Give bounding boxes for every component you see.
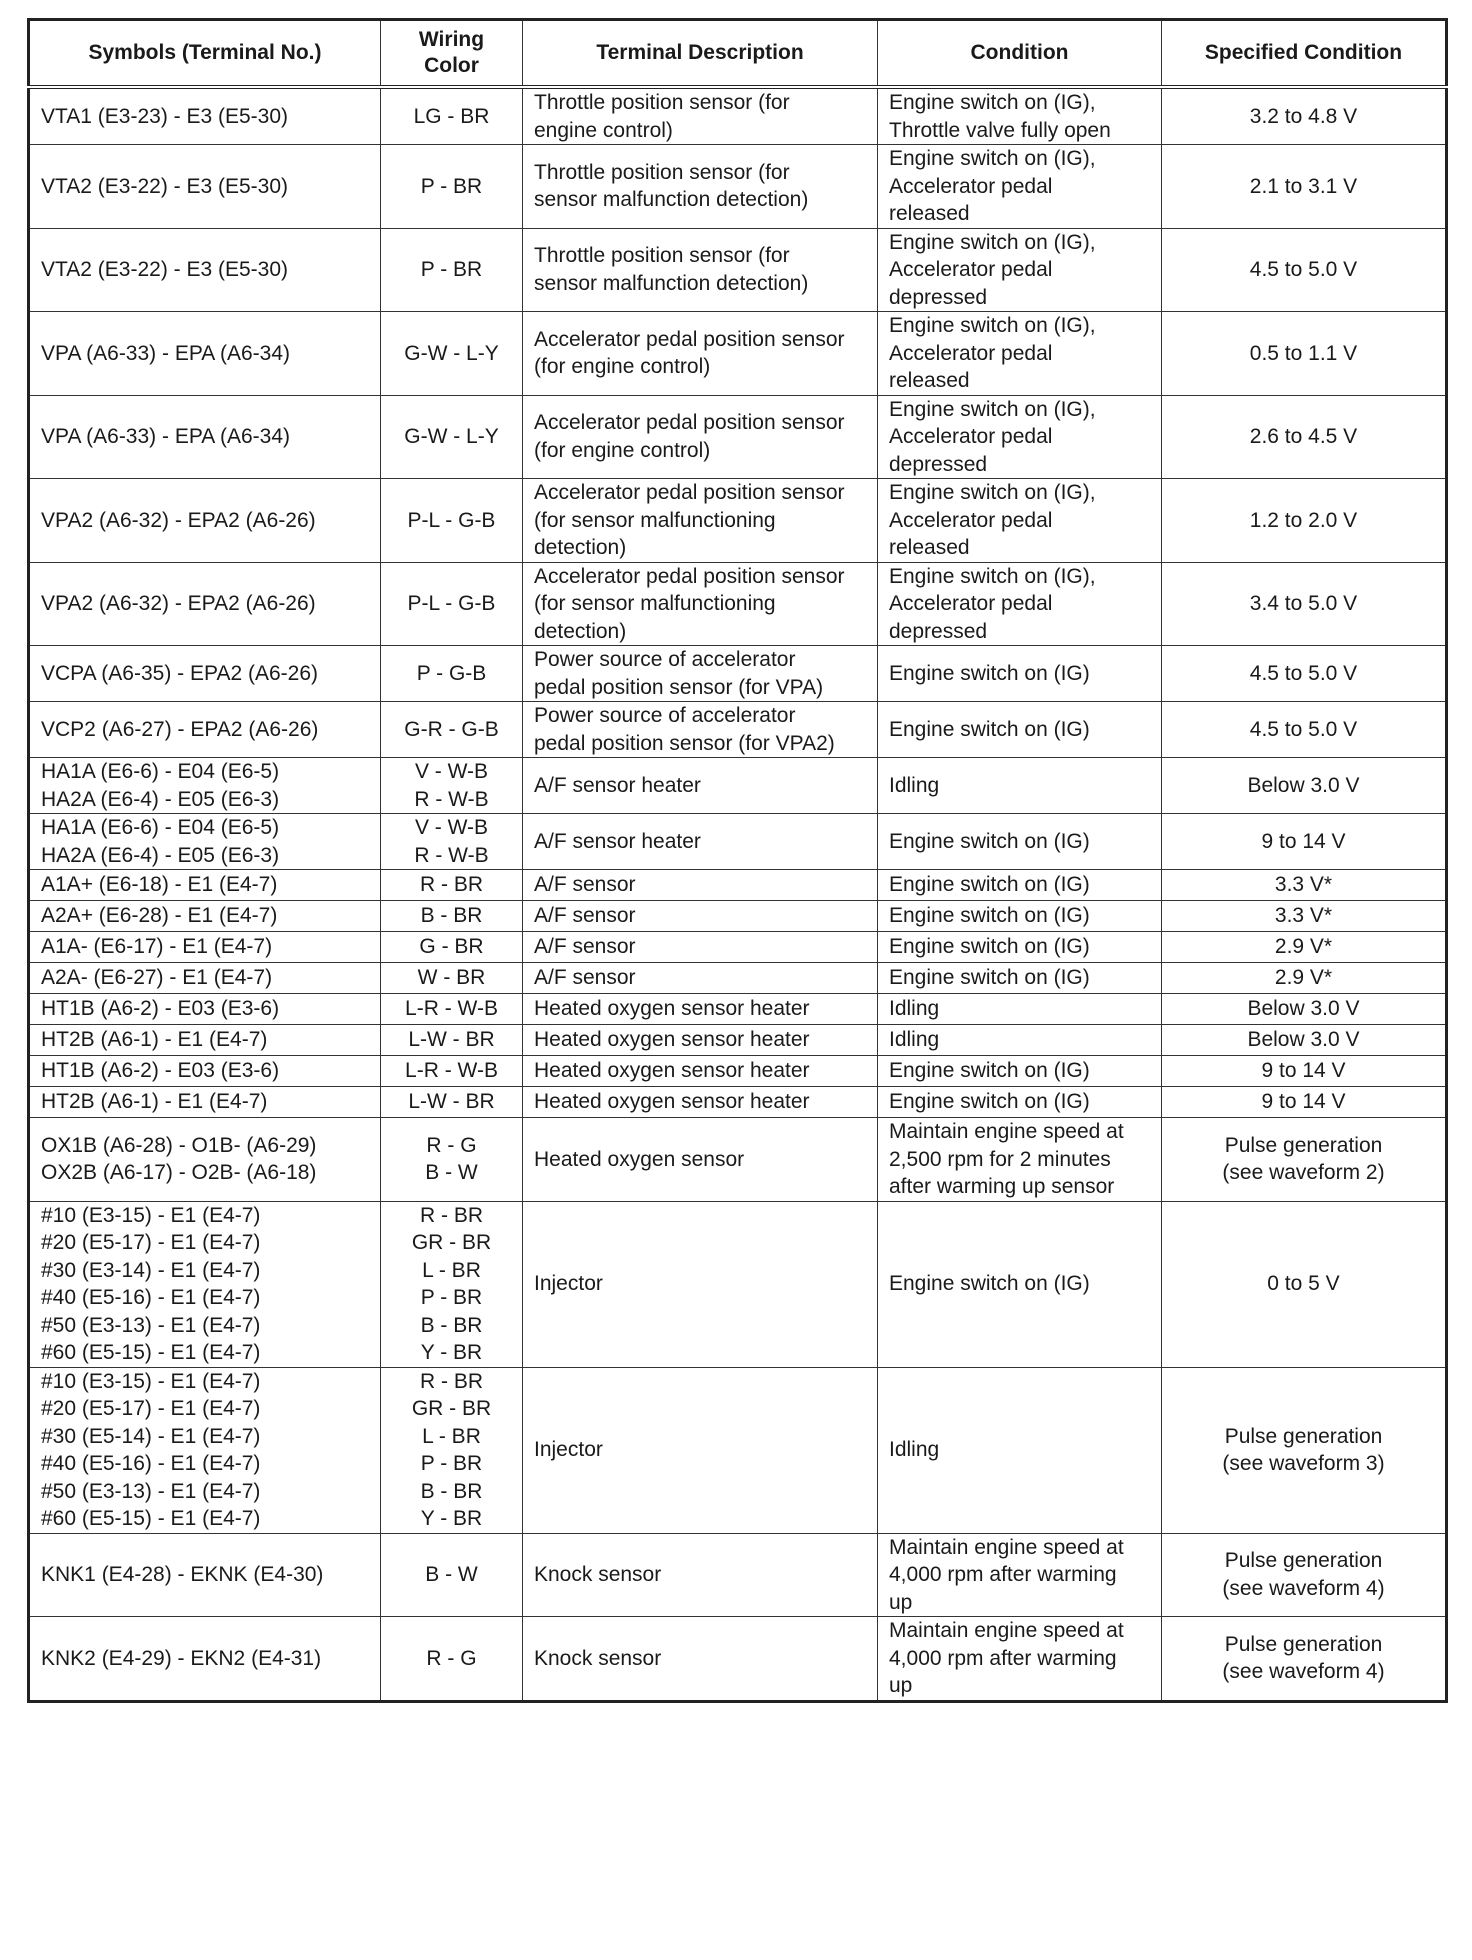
wiring-color-cell: G-W - L-Y [381, 395, 523, 479]
specified-condition-cell: 9 to 14 V [1162, 1056, 1447, 1087]
symbol-cell: HT1B (A6-2) - E03 (E3-6) [29, 994, 381, 1025]
wiring-color-cell: G-R - G-B [381, 702, 523, 758]
header-specified-condition: Specified Condition [1162, 20, 1447, 88]
condition-cell: Idling [878, 1367, 1162, 1533]
wiring-color-cell: V - W-B R - W-B [381, 814, 523, 870]
table-row [29, 1118, 1447, 1202]
condition-cell: Engine switch on (IG), Accelerator pedal released [878, 479, 1162, 563]
wiring-color-cell: P - BR [381, 228, 523, 312]
wiring-color-cell: L-W - BR [381, 1087, 523, 1118]
symbol-cell: VTA2 (E3-22) - E3 (E5-30) [29, 228, 381, 312]
terminal-description-cell: Injector [523, 1367, 878, 1533]
terminal-description-cell: Heated oxygen sensor heater [523, 1087, 878, 1118]
specified-condition-cell: 9 to 14 V [1162, 1087, 1447, 1118]
terminal-description-cell: Heated oxygen sensor heater [523, 1025, 878, 1056]
wiring-color-cell: L-R - W-B [381, 994, 523, 1025]
wiring-color-cell: R - G B - W [381, 1118, 523, 1202]
terminal-description-cell: Accelerator pedal position sensor (for engine control) [523, 312, 878, 396]
wiring-color-cell: R - BR GR - BR L - BR P - BR B - BR Y - BR [381, 1201, 523, 1367]
table-row [29, 702, 1447, 758]
symbol-cell: A1A- (E6-17) - E1 (E4-7) [29, 932, 381, 963]
condition-cell: Engine switch on (IG) [878, 1056, 1162, 1087]
terminal-description-cell: Throttle position sensor (for engine control) [523, 87, 878, 145]
symbol-cell: VTA1 (E3-23) - E3 (E5-30) [29, 87, 381, 145]
terminal-description-cell: A/F sensor heater [523, 814, 878, 870]
wiring-color-cell: P - BR [381, 145, 523, 229]
wiring-color-cell: G-W - L-Y [381, 312, 523, 396]
symbol-cell: A2A+ (E6-28) - E1 (E4-7) [29, 901, 381, 932]
wiring-color-cell: L-R - W-B [381, 1056, 523, 1087]
condition-cell: Maintain engine speed at 4,000 rpm after warming up [878, 1533, 1162, 1617]
header-condition: Condition [878, 20, 1162, 88]
specified-condition-cell: Below 3.0 V [1162, 994, 1447, 1025]
table-row [29, 758, 1447, 814]
header-symbols: Symbols (Terminal No.) [29, 20, 381, 88]
symbol-cell: HA1A (E6-6) - E04 (E6-5) HA2A (E6-4) - E05 (E6-3) [29, 814, 381, 870]
symbol-cell: OX1B (A6-28) - O1B- (A6-29) OX2B (A6-17) - O2B- (A6-18) [29, 1118, 381, 1202]
terminal-description-cell: Power source of accelerator pedal position sensor (for VPA) [523, 646, 878, 702]
terminal-description-cell: Accelerator pedal position sensor (for sensor malfunctioning detection) [523, 562, 878, 646]
specified-condition-cell: 3.4 to 5.0 V [1162, 562, 1447, 646]
specified-condition-cell: 2.9 V* [1162, 932, 1447, 963]
wiring-color-cell: L-W - BR [381, 1025, 523, 1056]
symbol-cell: KNK1 (E4-28) - EKNK (E4-30) [29, 1533, 381, 1617]
symbol-cell: VCP2 (A6-27) - EPA2 (A6-26) [29, 702, 381, 758]
symbol-cell: A1A+ (E6-18) - E1 (E4-7) [29, 870, 381, 901]
terminal-description-cell: Power source of accelerator pedal position sensor (for VPA2) [523, 702, 878, 758]
wiring-color-cell: V - W-B R - W-B [381, 758, 523, 814]
condition-cell: Engine switch on (IG) [878, 963, 1162, 994]
symbol-cell: VPA (A6-33) - EPA (A6-34) [29, 395, 381, 479]
table-row [29, 395, 1447, 479]
symbol-cell: #10 (E3-15) - E1 (E4-7) #20 (E5-17) - E1 (E4-7) #30 (E3-14) - E1 (E4-7) #40 (E5-16) - E1 (E4-7) #50 (E3-13) - E1 (E4-7) #60 (E5-15) - E1 (E4-7) [29, 1201, 381, 1367]
specified-condition-cell: 3.2 to 4.8 V [1162, 87, 1447, 145]
condition-cell: Engine switch on (IG), Accelerator pedal depressed [878, 228, 1162, 312]
header-wiring-color: Wiring Color [381, 20, 523, 88]
terminal-table [27, 18, 1448, 1703]
specified-condition-cell: 2.6 to 4.5 V [1162, 395, 1447, 479]
specified-condition-cell: Pulse generation (see waveform 3) [1162, 1367, 1447, 1533]
terminal-description-cell: Heated oxygen sensor [523, 1118, 878, 1202]
table-row [29, 479, 1447, 563]
terminal-description-cell: Accelerator pedal position sensor (for sensor malfunctioning detection) [523, 479, 878, 563]
symbol-cell: VPA2 (A6-32) - EPA2 (A6-26) [29, 562, 381, 646]
table-row [29, 1025, 1447, 1056]
terminal-description-cell: Injector [523, 1201, 878, 1367]
wiring-color-cell: P-L - G-B [381, 479, 523, 563]
terminal-description-cell: A/F sensor [523, 901, 878, 932]
specified-condition-cell: 4.5 to 5.0 V [1162, 702, 1447, 758]
table-row [29, 814, 1447, 870]
wiring-color-cell: R - BR GR - BR L - BR P - BR B - BR Y - BR [381, 1367, 523, 1533]
table-row [29, 312, 1447, 396]
terminal-description-cell: Throttle position sensor (for sensor malfunction detection) [523, 145, 878, 229]
condition-cell: Engine switch on (IG) [878, 702, 1162, 758]
terminal-description-cell: A/F sensor [523, 932, 878, 963]
table-row [29, 963, 1447, 994]
wiring-color-cell: G - BR [381, 932, 523, 963]
terminal-description-cell: A/F sensor [523, 870, 878, 901]
condition-cell: Engine switch on (IG) [878, 1087, 1162, 1118]
table-row [29, 87, 1447, 145]
table-row [29, 228, 1447, 312]
terminal-description-cell: Heated oxygen sensor heater [523, 1056, 878, 1087]
table-row [29, 145, 1447, 229]
wiring-color-cell: B - W [381, 1533, 523, 1617]
terminal-description-cell: A/F sensor [523, 963, 878, 994]
symbol-cell: HT2B (A6-1) - E1 (E4-7) [29, 1025, 381, 1056]
symbol-cell: VTA2 (E3-22) - E3 (E5-30) [29, 145, 381, 229]
terminal-description-cell: Accelerator pedal position sensor (for engine control) [523, 395, 878, 479]
symbol-cell: HT1B (A6-2) - E03 (E3-6) [29, 1056, 381, 1087]
condition-cell: Engine switch on (IG), Accelerator pedal released [878, 145, 1162, 229]
specified-condition-cell: Pulse generation (see waveform 4) [1162, 1533, 1447, 1617]
condition-cell: Idling [878, 758, 1162, 814]
table-row [29, 1087, 1447, 1118]
table-row [29, 646, 1447, 702]
condition-cell: Engine switch on (IG), Throttle valve fully open [878, 87, 1162, 145]
symbol-cell: KNK2 (E4-29) - EKN2 (E4-31) [29, 1617, 381, 1702]
condition-cell: Engine switch on (IG) [878, 1201, 1162, 1367]
symbol-cell: VCPA (A6-35) - EPA2 (A6-26) [29, 646, 381, 702]
condition-cell: Engine switch on (IG), Accelerator pedal released [878, 312, 1162, 396]
header-row [29, 20, 1447, 88]
condition-cell: Engine switch on (IG) [878, 870, 1162, 901]
table-row [29, 1367, 1447, 1533]
condition-cell: Maintain engine speed at 4,000 rpm after warming up [878, 1617, 1162, 1702]
table-row [29, 870, 1447, 901]
symbol-cell: VPA (A6-33) - EPA (A6-34) [29, 312, 381, 396]
specified-condition-cell: 0.5 to 1.1 V [1162, 312, 1447, 396]
header-terminal-description: Terminal Description [523, 20, 878, 88]
terminal-description-cell: Throttle position sensor (for sensor malfunction detection) [523, 228, 878, 312]
specified-condition-cell: 3.3 V* [1162, 870, 1447, 901]
wiring-color-cell: R - BR [381, 870, 523, 901]
condition-cell: Engine switch on (IG), Accelerator pedal depressed [878, 562, 1162, 646]
table-row [29, 932, 1447, 963]
specified-condition-cell: 4.5 to 5.0 V [1162, 646, 1447, 702]
specified-condition-cell: 3.3 V* [1162, 901, 1447, 932]
specified-condition-cell: Below 3.0 V [1162, 1025, 1447, 1056]
symbol-cell: A2A- (E6-27) - E1 (E4-7) [29, 963, 381, 994]
specified-condition-cell: 2.1 to 3.1 V [1162, 145, 1447, 229]
symbol-cell: VPA2 (A6-32) - EPA2 (A6-26) [29, 479, 381, 563]
specified-condition-cell: 1.2 to 2.0 V [1162, 479, 1447, 563]
table-row [29, 994, 1447, 1025]
specified-condition-cell: Below 3.0 V [1162, 758, 1447, 814]
condition-cell: Engine switch on (IG) [878, 901, 1162, 932]
terminal-description-cell: A/F sensor heater [523, 758, 878, 814]
terminal-description-cell: Heated oxygen sensor heater [523, 994, 878, 1025]
symbol-cell: #10 (E3-15) - E1 (E4-7) #20 (E5-17) - E1 (E4-7) #30 (E5-14) - E1 (E4-7) #40 (E5-16) - E1 (E4-7) #50 (E3-13) - E1 (E4-7) #60 (E5-15) - E1 (E4-7) [29, 1367, 381, 1533]
wiring-color-cell: W - BR [381, 963, 523, 994]
symbol-cell: HA1A (E6-6) - E04 (E6-5) HA2A (E6-4) - E05 (E6-3) [29, 758, 381, 814]
specified-condition-cell: Pulse generation (see waveform 2) [1162, 1118, 1447, 1202]
symbol-cell: HT2B (A6-1) - E1 (E4-7) [29, 1087, 381, 1118]
condition-cell: Engine switch on (IG) [878, 646, 1162, 702]
condition-cell: Idling [878, 994, 1162, 1025]
condition-cell: Engine switch on (IG) [878, 932, 1162, 963]
condition-cell: Engine switch on (IG) [878, 814, 1162, 870]
table-row [29, 1201, 1447, 1367]
wiring-color-cell: LG - BR [381, 87, 523, 145]
wiring-color-cell: B - BR [381, 901, 523, 932]
terminal-description-cell: Knock sensor [523, 1533, 878, 1617]
specified-condition-cell: 2.9 V* [1162, 963, 1447, 994]
terminal-spec-sheet [27, 18, 1445, 1703]
condition-cell: Idling [878, 1025, 1162, 1056]
table-row [29, 562, 1447, 646]
table-row [29, 901, 1447, 932]
specified-condition-cell: 4.5 to 5.0 V [1162, 228, 1447, 312]
table-row [29, 1533, 1447, 1617]
table-row [29, 1056, 1447, 1087]
condition-cell: Maintain engine speed at 2,500 rpm for 2 minutes after warming up sensor [878, 1118, 1162, 1202]
wiring-color-cell: P - G-B [381, 646, 523, 702]
wiring-color-cell: P-L - G-B [381, 562, 523, 646]
terminal-description-cell: Knock sensor [523, 1617, 878, 1702]
condition-cell: Engine switch on (IG), Accelerator pedal depressed [878, 395, 1162, 479]
table-body [29, 87, 1447, 1701]
specified-condition-cell: 0 to 5 V [1162, 1201, 1447, 1367]
wiring-color-cell: R - G [381, 1617, 523, 1702]
specified-condition-cell: Pulse generation (see waveform 4) [1162, 1617, 1447, 1702]
table-row [29, 1617, 1447, 1702]
specified-condition-cell: 9 to 14 V [1162, 814, 1447, 870]
